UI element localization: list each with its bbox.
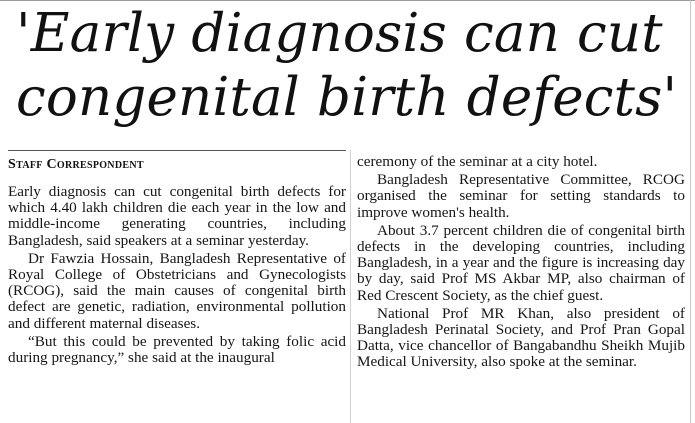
paragraph-3: “But this could be prevented by taking folic acid during pregnancy,” she said at the inaugural (8, 332, 346, 367)
column-divider (350, 150, 351, 423)
top-rule (0, 0, 695, 1)
paragraph-2: Dr Fawzia Hossain, Bangladesh Representative of Royal College of Obstetricians and Gynecologists (RCOG), said the main causes of congenital birth defect are genetic, radiation, environmental pollution and different maternal diseases. (8, 249, 346, 332)
paragraph-3-continued: ceremony of the seminar at a city hotel. (357, 153, 598, 170)
byline-rule (8, 150, 346, 151)
headline (16, 2, 691, 130)
paragraph-5: About 3.7 percent children die of congenital birth defects in the developing countries, including Bangladesh, in a year and the figure is increasing day by day, said Prof MS Akbar MP, also chairman of Red Crescent Society, as the chief guest. (357, 221, 685, 304)
paragraph-6: National Prof MR Khan, also president of Bangladesh Perinatal Society, and Prof Pran Gopal Datta, vice chancellor of Bangabandhu Sheikh Mujib Medical University, also spoke at the seminar. (357, 304, 685, 371)
byline: Staff Correspondent (8, 157, 144, 172)
right-rule (690, 0, 691, 423)
article-column-2 (357, 154, 685, 373)
headline-line-2: congenital birth defects' (16, 67, 678, 128)
paragraph-1: Early diagnosis can cut congenital birth defects for which 4.40 lakh children die each year in the low and middle-income generating countries, including Bangladesh, said speakers at a seminar yesterday. (8, 183, 346, 249)
paragraph-4: Bangladesh Representative Committee, RCOG organised the seminar for setting standards to improve women's health. (357, 171, 685, 221)
headline-line-1: 'Early diagnosis can cut (16, 3, 663, 64)
article-column-1 (8, 184, 346, 368)
